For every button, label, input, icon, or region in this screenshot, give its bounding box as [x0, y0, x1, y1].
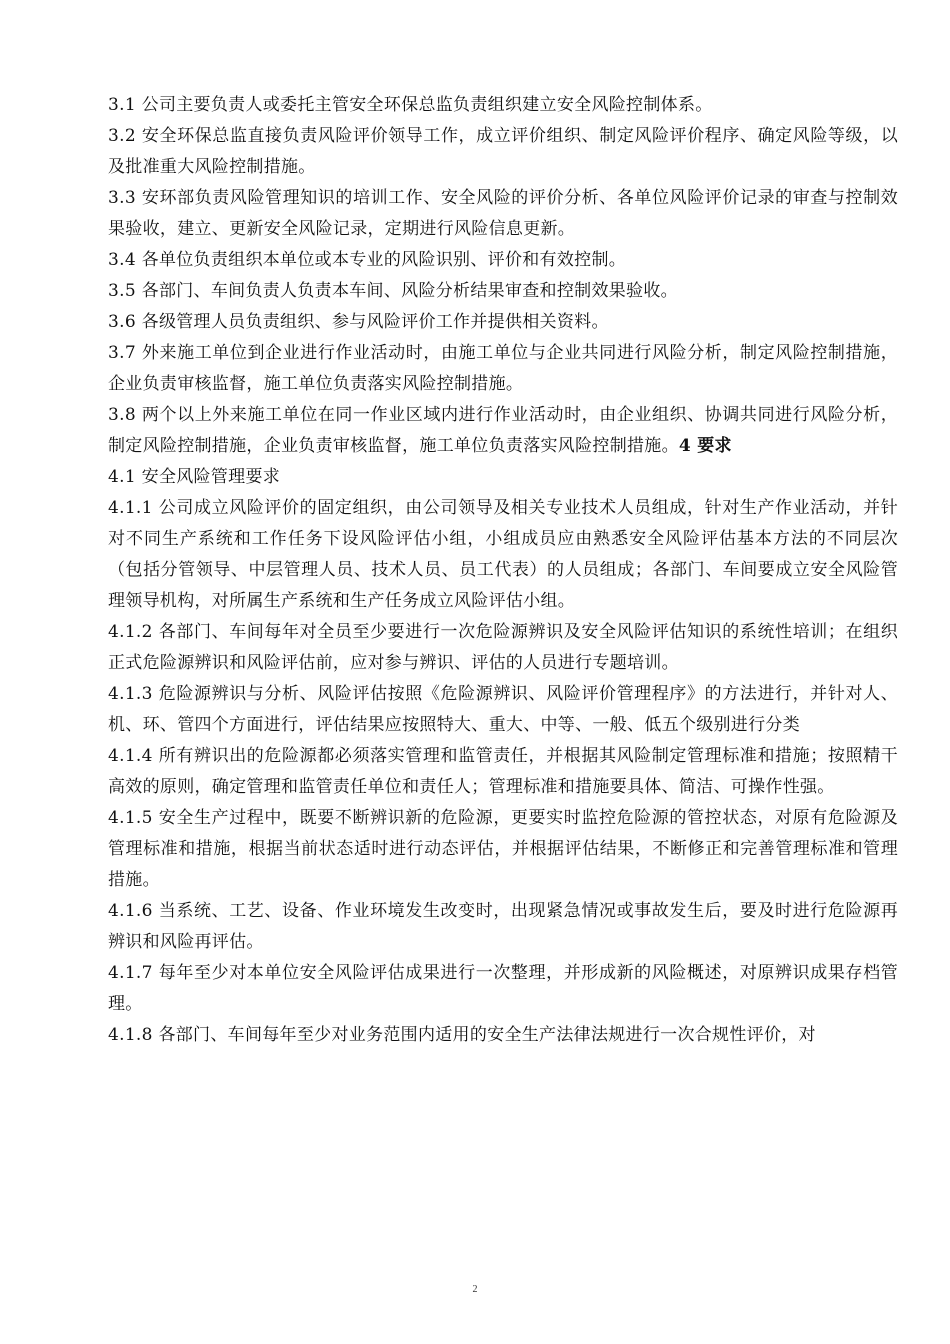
paragraph-3-6: 3.6 各级管理人员负责组织、参与风险评价工作并提供相关资料。 — [108, 312, 609, 332]
section-4-heading: 4 要求 — [678, 436, 732, 456]
paragraph-4-1-4: 4.1.4 所有辨识出的危险源都必须落实管理和监管责任，并根据其风险制定管理标准和措施；按照精干高效的原则，确定管理和监管责任单位和责任人；管理标准和措施要具体、简洁、可操作性强。 — [108, 746, 898, 797]
paragraph-4-1-2: 4.1.2 各部门、车间每年对全员至少要进行一次危险源辨识及安全风险评估知识的系统性培训；在组织正式危险源辨识和风险评估前，应对参与辨识、评估的人员进行专题培训。 — [108, 622, 898, 673]
paragraph-4-1-1: 4.1.1 公司成立风险评价的固定组织，由公司领导及相关专业技术人员组成，针对生产作业活动，并针对不同生产系统和工作任务下设风险评估小组，小组成员应由熟悉安全风险评估基本方法的不同层次（包括分管领导、中层管理人员、技术人员、员工代表）的人员组成；各部门、车间要成立安全风险管理领导机构，对所属生产系统和生产任务成立风险评估小组。 — [108, 498, 898, 611]
paragraph-3-8: 3.8 两个以上外来施工单位在同一作业区域内进行作业活动时，由企业组织、协调共同进行风险分析，制定风险控制措施，企业负责审核监督，施工单位负责落实风险控制措施。4 要求 — [108, 405, 898, 456]
paragraph-3-5: 3.5 各部门、车间负责人负责本车间、风险分析结果审查和控制效果验收。 — [108, 281, 678, 301]
paragraph-3-1: 3.1 公司主要负责人或委托主管安全环保总监负责组织建立安全风险控制体系。 — [108, 95, 713, 115]
paragraph-3-4: 3.4 各单位负责组织本单位或本专业的风险识别、评价和有效控制。 — [108, 250, 627, 270]
paragraph-3-2: 3.2 安全环保总监直接负责风险评价领导工作，成立评价组织、制定风险评价程序、确定风险等级，以及批准重大风险控制措施。 — [108, 126, 898, 177]
paragraph-4-1-5: 4.1.5 安全生产过程中，既要不断辨识新的危险源，更要实时监控危险源的管控状态，对原有危险源及管理标准和措施，根据当前状态适时进行动态评估，并根据评估结果，不断修正和完善管理标准和管理措施。 — [108, 808, 898, 890]
paragraph-4-1-3: 4.1.3 危险源辨识与分析、风险评估按照《危险源辨识、风险评价管理程序》的方法进行，并针对人、机、环、管四个方面进行，评估结果应按照特大、重大、中等、一般、低五个级别进行分类 — [108, 684, 898, 735]
paragraph-4-1-8: 4.1.8 各部门、车间每年至少对业务范围内适用的安全生产法律法规进行一次合规性评价，对 — [108, 1025, 816, 1045]
paragraph-4-1-7: 4.1.7 每年至少对本单位安全风险评估成果进行一次整理，并形成新的风险概述，对原辨识成果存档管理。 — [108, 963, 898, 1014]
paragraph-4-1: 4.1 安全风险管理要求 — [108, 467, 281, 487]
paragraph-3-7: 3.7 外来施工单位到企业进行作业活动时，由施工单位与企业共同进行风险分析，制定风险控制措施，企业负责审核监督，施工单位负责落实风险控制措施。 — [108, 343, 898, 394]
paragraph-3-3: 3.3 安环部负责风险管理知识的培训工作、安全风险的评价分析、各单位风险评价记录的审查与控制效果验收，建立、更新安全风险记录，定期进行风险信息更新。 — [108, 188, 898, 239]
document-body — [108, 90, 898, 1051]
paragraph-4-1-6: 4.1.6 当系统、工艺、设备、作业环境发生改变时，出现紧急情况或事故发生后，要及时进行危险源再辨识和风险再评估。 — [108, 901, 898, 952]
page-number: 2 — [472, 1284, 478, 1295]
